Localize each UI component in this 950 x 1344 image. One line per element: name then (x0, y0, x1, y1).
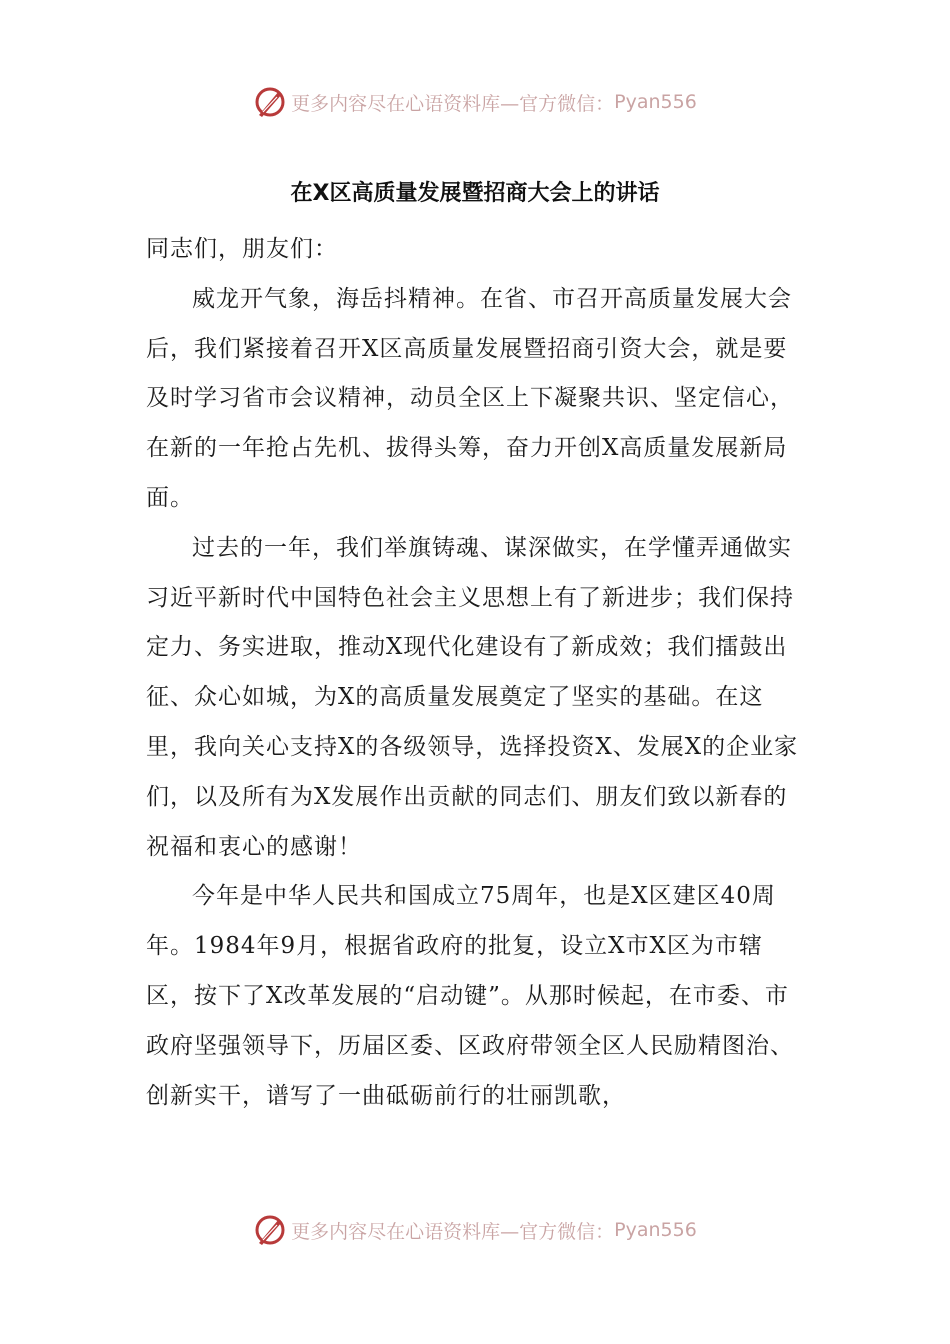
watermark-banner-bottom (0, 1208, 950, 1252)
paragraph-2: 过去的一年，我们举旗铸魂、谋深做实，在学懂弄通做实习近平新时代中国特色社会主义思想上有了新进步；我们保持定力、务实进取，推动X现代化建设有了新成效；我们擂鼓出征、众心如城，为X的高质量发展奠定了坚实的基础。在这里，我向关心支持X的各级领导，选择投资X、发展X的企业家们，以及所有为X发展作出贡献的同志们、朋友们致以新春的祝福和衷心的感谢！ (146, 534, 799, 860)
watermark-text: 更多内容尽在心语资料库—官方微信： (291, 1220, 615, 1243)
salutation: 同志们，朋友们： (146, 236, 338, 262)
watermark-account: Pyan556 (614, 91, 697, 113)
watermark-account: Pyan556 (614, 1219, 697, 1241)
paragraph-1: 威龙开气象，海岳抖精神。在省、市召开高质量发展大会后，我们紧接着召开X区高质量发展暨招商引资大会，就是要及时学习省市会议精神，动员全区上下凝聚共识、坚定信心，在新的一年抢占先机、拔得头筹，奋力开创X高质量发展新局面。 (146, 285, 794, 511)
paragraph-3: 今年是中华人民共和国成立75周年，也是X区建区40周年。1984年9月，根据省政府的批复，设立X市X区为市辖区，按下了X改革发展的“启动键”。从那时候起，在市委、市政府坚强领导下，历届区委、区政府带领全区人民励精图治、创新实干，谱写了一曲砥砺前行的壮丽凯歌， (146, 883, 794, 1109)
document-title: 在X区高质量发展暨招商大会上的讲话 (290, 181, 660, 206)
quill-logo-icon (253, 85, 287, 119)
watermark-text: 更多内容尽在心语资料库—官方微信： (291, 92, 615, 115)
quill-logo-icon (253, 1213, 287, 1247)
document-body (146, 225, 806, 1121)
watermark-banner-top (0, 80, 950, 124)
